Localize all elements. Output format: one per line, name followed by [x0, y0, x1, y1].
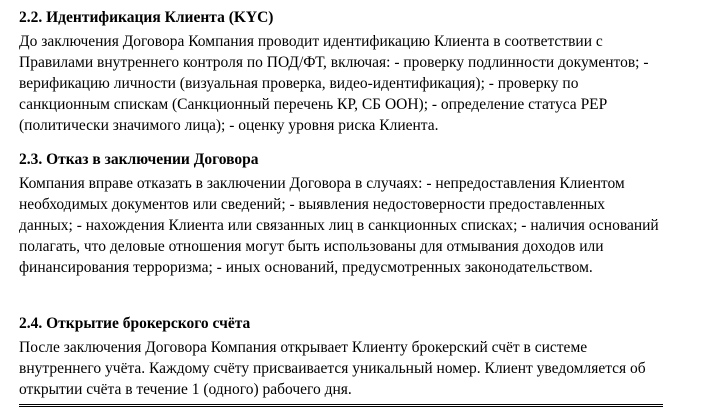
section-body: До заключения Договора Компания проводит идентификацию Клиента в соответствии с Правилами внутреннего контроля по ПОД/ФТ, включая: - проверку подлинности документов; - верификацию личности (визуальная проверка, видео-идентификация); - проверку по санкционным спискам (Санкционный перечень КР, СБ ООН); - определение статуса PEP (политически значимого лица); - оценку уровня риска Клиента. [19, 33, 649, 134]
section-body: Компания вправе отказать в заключении Договора в случаях: - непредоставления Клиентом необходимых документов или сведений; - выявления недостоверности предоставленных данных; - нахождения Клиента или связанных лиц в санкционных списках; - наличия оснований полагать, что деловые отношения могут быть использованы для отмывания доходов или финансирования терроризма; - иных оснований, предусмотренных законодательством. [19, 175, 659, 276]
section-body: После заключения Договора Компания открывает Клиенту брокерский счёт в системе внутреннего учёта. Каждому счёту присваивается уникальный номер. Клиент уведомляется об открытии счёта в течение 1 (одного) рабочего дня. [19, 339, 646, 398]
section-heading: 2.4. Открытие брокерского счёта [19, 315, 251, 332]
section-2-2 [19, 7, 659, 136]
section-2-4 [19, 313, 659, 400]
section-heading: 2.3. Отказ в заключении Договора [19, 151, 259, 168]
section-heading: 2.2. Идентификация Клиента (KYC) [19, 9, 274, 26]
section-2-3 [19, 149, 659, 278]
double-rule-divider [19, 404, 663, 407]
